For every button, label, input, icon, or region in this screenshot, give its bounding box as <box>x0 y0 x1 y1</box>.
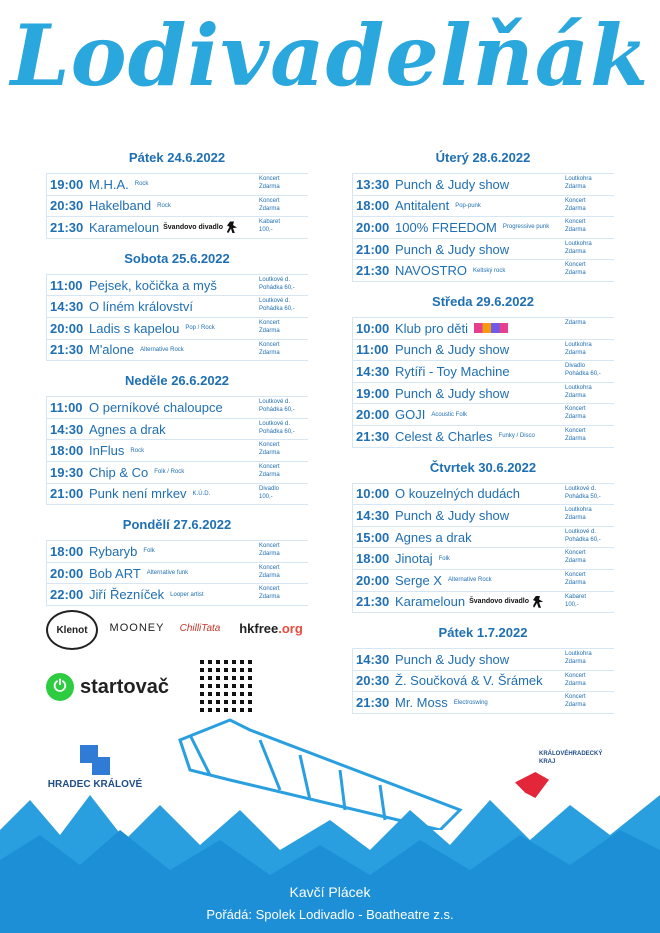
hradec-kralove-logo <box>40 745 150 790</box>
event-genre: Folk / Rock <box>154 469 185 476</box>
event-genre: Alternative Rock <box>140 346 184 353</box>
event-name: O líném království <box>89 299 194 315</box>
sponsor-logos <box>46 610 316 650</box>
event-price: Zdarma <box>565 515 586 522</box>
event-name: Punch & Judy show <box>395 651 510 667</box>
event-meta <box>565 672 617 688</box>
event-time: 14:30 <box>356 507 390 523</box>
day-events <box>46 396 308 505</box>
day-heading: Pondělí 27.6.2022 <box>122 517 232 533</box>
event-row <box>352 591 614 614</box>
event-name: M.H.A. <box>89 176 129 192</box>
event-type: Loutkohra <box>565 341 592 348</box>
event-genre: Rock <box>130 447 145 454</box>
event-price: Zdarma <box>565 248 586 255</box>
event-row <box>46 339 308 362</box>
event-genre: Keltský rock <box>473 267 506 274</box>
event-price: 100,- <box>565 601 579 608</box>
event-name: Ladis s kapelou <box>89 320 180 336</box>
event-type: Loutkové d. <box>259 399 291 406</box>
event-row <box>46 439 308 461</box>
event-name: Jinotaj <box>395 551 433 567</box>
event-time: 13:30 <box>356 176 390 192</box>
event-price: Pohádka 60,- <box>259 284 295 291</box>
hkfree-tld: .org <box>278 620 303 636</box>
event-genre: Alternative funk <box>146 570 189 577</box>
event-row <box>352 339 614 361</box>
event-name: Karameloun <box>395 594 466 610</box>
klenot-logo: Klenot <box>46 610 98 650</box>
event-price: Zdarma <box>259 551 280 558</box>
event-row <box>46 540 308 562</box>
event-venue: Švandovo divadlo <box>469 598 530 606</box>
event-genre: Folk <box>438 555 450 562</box>
event-meta <box>565 362 617 378</box>
event-row <box>352 317 614 339</box>
runner-icon <box>533 596 543 608</box>
event-name: Punch & Judy show <box>395 385 510 401</box>
event-time: 20:30 <box>50 198 84 214</box>
event-time: 11:00 <box>356 342 389 358</box>
event-row <box>352 670 614 692</box>
event-meta <box>259 218 311 234</box>
event-type: Koncert <box>259 543 280 550</box>
event-name: Pejsek, kočička a myš <box>89 277 217 293</box>
event-row <box>352 259 614 282</box>
event-time: 18:00 <box>50 543 84 559</box>
event-time: 20:00 <box>356 219 390 235</box>
event-type: Koncert <box>259 564 280 571</box>
event-type: Koncert <box>259 463 280 470</box>
event-row <box>352 382 614 404</box>
event-meta <box>259 297 311 313</box>
event-name: Punch & Judy show <box>395 176 510 192</box>
event-price: Pohádka 60,- <box>565 536 601 543</box>
event-time: 14:30 <box>356 651 390 667</box>
event-price: Zdarma <box>565 558 586 565</box>
event-meta <box>565 549 617 565</box>
event-row <box>46 483 308 506</box>
event-meta <box>259 197 311 213</box>
event-price: Zdarma <box>259 205 280 212</box>
event-name: 100% FREEDOM <box>395 219 497 235</box>
event-meta <box>259 398 311 414</box>
event-row <box>46 317 308 339</box>
region-name-line2: KRAJ <box>539 759 556 765</box>
event-name: Celest & Charles <box>395 428 493 444</box>
event-name: Chip & Co <box>89 464 149 480</box>
day-heading: Sobota 25.6.2022 <box>124 250 230 266</box>
event-meta <box>259 276 311 292</box>
event-price: Pohádka 60,- <box>259 306 295 313</box>
event-time: 22:00 <box>50 587 84 603</box>
event-price: Zdarma <box>565 205 586 212</box>
schedule-left <box>46 150 308 618</box>
event-meta <box>565 650 617 666</box>
event-type: Koncert <box>565 672 586 679</box>
event-meta <box>565 427 617 443</box>
event-type: Loutkové d. <box>565 485 597 492</box>
hkfree-text: hkfree <box>239 620 279 636</box>
hkfree-logo <box>232 610 310 646</box>
day-events <box>46 540 308 606</box>
event-genre: Progressive punk <box>502 224 550 231</box>
event-type: Koncert <box>259 176 280 182</box>
event-price: Zdarma <box>565 414 586 421</box>
event-type: Koncert <box>565 219 586 226</box>
event-row <box>352 360 614 382</box>
event-meta <box>565 593 617 609</box>
event-price: Zdarma <box>565 392 586 399</box>
event-row <box>46 173 308 195</box>
event-type: Koncert <box>565 262 586 269</box>
event-row <box>352 504 614 526</box>
event-type: Loutkohra <box>565 651 592 658</box>
event-genre: Rock <box>134 181 149 188</box>
event-genre: Alternative Rock <box>447 577 492 584</box>
event-name: O perníkové chaloupce <box>89 399 223 415</box>
event-price: Zdarma <box>259 450 280 457</box>
event-type: Loutkové d. <box>259 420 291 427</box>
event-time: 14:30 <box>50 421 84 437</box>
event-meta <box>259 319 311 335</box>
event-time: 19:30 <box>50 464 84 480</box>
event-row <box>46 396 308 418</box>
event-meta <box>565 571 617 587</box>
poster-title: Lodivadelňák <box>10 6 650 105</box>
event-time: 15:00 <box>356 529 390 545</box>
event-price: Zdarma <box>565 227 586 234</box>
event-price: Pohádka 60,- <box>259 407 295 414</box>
event-type: Loutkohra <box>565 384 592 391</box>
event-meta <box>565 341 617 357</box>
day-heading: Pátek 1.7.2022 <box>438 625 528 641</box>
event-name: Mr. Moss <box>395 695 448 711</box>
event-price: Zdarma <box>565 659 586 666</box>
day-heading: Čtvrtek 30.6.2022 <box>429 459 537 475</box>
event-time: 21:00 <box>356 241 390 257</box>
event-time: 20:30 <box>356 673 390 689</box>
event-row <box>46 583 308 606</box>
event-price: Zdarma <box>565 435 586 442</box>
day-events <box>46 274 308 361</box>
event-meta <box>259 341 311 357</box>
event-row <box>352 648 614 670</box>
event-genre: Looper artist <box>170 591 204 598</box>
event-price: 100,- <box>259 227 273 234</box>
schedule-right <box>352 150 614 726</box>
event-row <box>352 526 614 548</box>
event-type: Kabaret <box>565 593 587 600</box>
event-meta <box>565 405 617 421</box>
event-meta <box>565 218 617 234</box>
day-events <box>46 173 308 239</box>
event-type: Koncert <box>565 427 586 434</box>
event-type: Kabaret <box>259 219 281 226</box>
event-type: Koncert <box>565 550 586 557</box>
event-genre: K.Ú.D. <box>192 490 211 497</box>
event-time: 19:00 <box>356 385 390 401</box>
event-meta <box>259 485 311 501</box>
event-meta <box>565 528 617 544</box>
event-type: Koncert <box>565 571 586 578</box>
event-genre: Pop-punk <box>455 202 481 209</box>
event-time: 11:00 <box>50 399 83 415</box>
event-meta <box>259 441 311 457</box>
event-price: Pohádka 60,- <box>565 371 601 378</box>
event-genre: Funky / Disco <box>498 433 535 440</box>
event-name: GOJI <box>395 407 426 423</box>
event-meta <box>259 463 311 479</box>
event-name: Antitalent <box>395 198 450 214</box>
event-name: Agnes a drak <box>395 529 472 545</box>
event-meta <box>259 175 311 191</box>
event-name: O kouzelných dudách <box>395 486 521 502</box>
event-price: Pohádka 50,- <box>565 493 601 500</box>
event-genre: Pop / Rock <box>185 325 215 332</box>
event-price: Zdarma <box>565 702 586 709</box>
event-name: InFlus <box>89 443 125 459</box>
event-price: Zdarma <box>259 349 280 356</box>
event-price: Zdarma <box>565 579 586 586</box>
event-type: Koncert <box>565 197 586 204</box>
event-meta <box>259 585 311 601</box>
event-type: Koncert <box>565 406 586 413</box>
event-meta <box>565 175 617 191</box>
event-type: Koncert <box>259 442 280 449</box>
event-price: Zdarma <box>259 572 280 579</box>
event-type: Loutkohra <box>565 507 592 514</box>
event-type: Loutkové d. <box>259 276 291 283</box>
event-time: 18:00 <box>50 443 84 459</box>
event-type: Divadlo <box>565 363 586 370</box>
event-price: Zdarma <box>565 349 586 356</box>
event-row <box>46 195 308 217</box>
event-row <box>352 483 614 505</box>
event-genre: Electroswing <box>453 699 488 706</box>
day-heading: Středa 29.6.2022 <box>432 293 534 309</box>
event-type: Loutkohra <box>565 240 592 247</box>
day-heading: Pátek 24.6.2022 <box>128 150 226 165</box>
event-row <box>352 195 614 217</box>
event-row <box>46 216 308 239</box>
event-time: 10:00 <box>356 320 390 336</box>
event-type: Koncert <box>565 694 586 701</box>
event-row <box>352 425 614 448</box>
event-time: 21:30 <box>356 594 390 610</box>
event-time: 21:30 <box>356 428 390 444</box>
event-meta <box>259 420 311 436</box>
event-type: Loutkové d. <box>565 528 597 535</box>
event-row <box>46 295 308 317</box>
event-row <box>352 547 614 569</box>
day-events <box>352 173 614 282</box>
event-time: 14:30 <box>356 363 390 379</box>
event-row <box>46 461 308 483</box>
event-price: Zdarma <box>259 471 280 478</box>
organizer-line: Pořádá: Spolek Lodivadlo - Boatheatre z.s. <box>206 907 454 922</box>
event-time: 21:00 <box>50 486 84 502</box>
event-venue: Švandovo divadlo <box>163 223 224 231</box>
city-name: HRADEC KRÁLOVÉ <box>47 779 143 790</box>
day-heading: Neděle 26.6.2022 <box>124 373 230 389</box>
event-type: Koncert <box>259 586 280 593</box>
event-time: 11:00 <box>50 277 83 293</box>
event-time: 18:00 <box>356 198 390 214</box>
event-name: Bob ART <box>89 565 141 581</box>
event-name: NAVOSTRO <box>395 263 467 279</box>
event-name: Agnes a drak <box>89 421 166 437</box>
event-meta <box>565 197 617 213</box>
event-price: Zdarma <box>259 327 280 334</box>
event-row <box>46 274 308 296</box>
startovac-logo <box>46 673 169 701</box>
event-time: 20:00 <box>50 565 84 581</box>
event-time: 20:00 <box>356 572 390 588</box>
event-price: Zdarma <box>259 184 280 190</box>
event-price: Pohádka 60,- <box>259 428 295 435</box>
event-time: 20:00 <box>356 407 390 423</box>
event-name: Hakelband <box>89 198 152 214</box>
event-name: M'alone <box>89 342 135 358</box>
event-type: Loutkohra <box>565 176 592 182</box>
event-genre: Acoustic Folk <box>431 411 468 418</box>
chillitata-logo: ChilliTata <box>179 622 221 634</box>
event-name: Karameloun <box>89 219 160 235</box>
event-type: Koncert <box>259 319 280 326</box>
event-meta <box>565 319 617 327</box>
event-price: Zdarma <box>259 594 280 601</box>
event-name: Rytíři - Toy Machine <box>395 363 510 379</box>
event-time: 20:00 <box>50 320 84 336</box>
mooney-logo: MOONEY <box>109 622 165 634</box>
startovac-text: startovač <box>80 675 169 698</box>
event-meta <box>565 261 617 277</box>
event-price: Zdarma <box>565 270 586 277</box>
venue-name: Kavčí Plácek <box>289 884 371 900</box>
event-time: 21:30 <box>50 219 84 235</box>
day-events <box>352 483 614 614</box>
event-time: 21:30 <box>50 342 84 358</box>
event-name: Ž. Součková & V. Šrámek <box>395 673 543 689</box>
day-events <box>352 317 614 448</box>
event-name: Serge X <box>395 572 442 588</box>
event-row <box>46 418 308 440</box>
event-time: 21:30 <box>356 263 390 279</box>
event-row <box>46 562 308 584</box>
power-icon: ⏻ <box>46 673 74 701</box>
event-meta <box>565 693 617 709</box>
event-row <box>352 173 614 195</box>
event-row <box>352 216 614 238</box>
event-time: 14:30 <box>50 299 84 315</box>
event-type: Koncert <box>259 197 280 204</box>
event-type: Loutkové d. <box>259 298 291 305</box>
event-price: Zdarma <box>565 680 586 687</box>
event-type: Koncert <box>259 341 280 348</box>
event-meta <box>565 485 617 501</box>
event-meta <box>565 240 617 256</box>
event-price: Zdarma <box>565 184 586 190</box>
event-meta <box>259 564 311 580</box>
event-row <box>352 403 614 425</box>
event-name: Punch & Judy show <box>395 342 510 358</box>
event-genre: Folk <box>143 548 155 555</box>
event-meta <box>565 384 617 400</box>
event-type: Divadlo <box>259 485 280 492</box>
event-name: Klub pro děti <box>395 320 468 336</box>
event-name: Punch & Judy show <box>395 507 510 523</box>
event-name: Punk není mrkev <box>89 486 187 502</box>
event-name: Rybaryb <box>89 543 138 559</box>
hmh-logo-icon <box>474 323 508 333</box>
city-emblem-icon <box>80 745 110 775</box>
event-meta <box>259 542 311 558</box>
day-heading: Úterý 28.6.2022 <box>435 150 531 165</box>
event-time: 18:00 <box>356 551 390 567</box>
event-genre: Rock <box>157 202 171 209</box>
event-time: 21:30 <box>356 695 390 711</box>
region-name-line1: KRÁLOVÉHRADECKÝ <box>539 751 603 757</box>
event-type: Zdarma <box>565 319 586 326</box>
event-time: 19:00 <box>50 176 84 192</box>
event-name: Jiří Řezníček <box>89 587 165 603</box>
event-price: 100,- <box>259 493 273 500</box>
event-row <box>352 569 614 591</box>
event-time: 10:00 <box>356 486 390 502</box>
runner-icon <box>227 221 237 233</box>
event-row <box>352 238 614 260</box>
event-meta <box>565 506 617 522</box>
event-name: Punch & Judy show <box>395 241 510 257</box>
